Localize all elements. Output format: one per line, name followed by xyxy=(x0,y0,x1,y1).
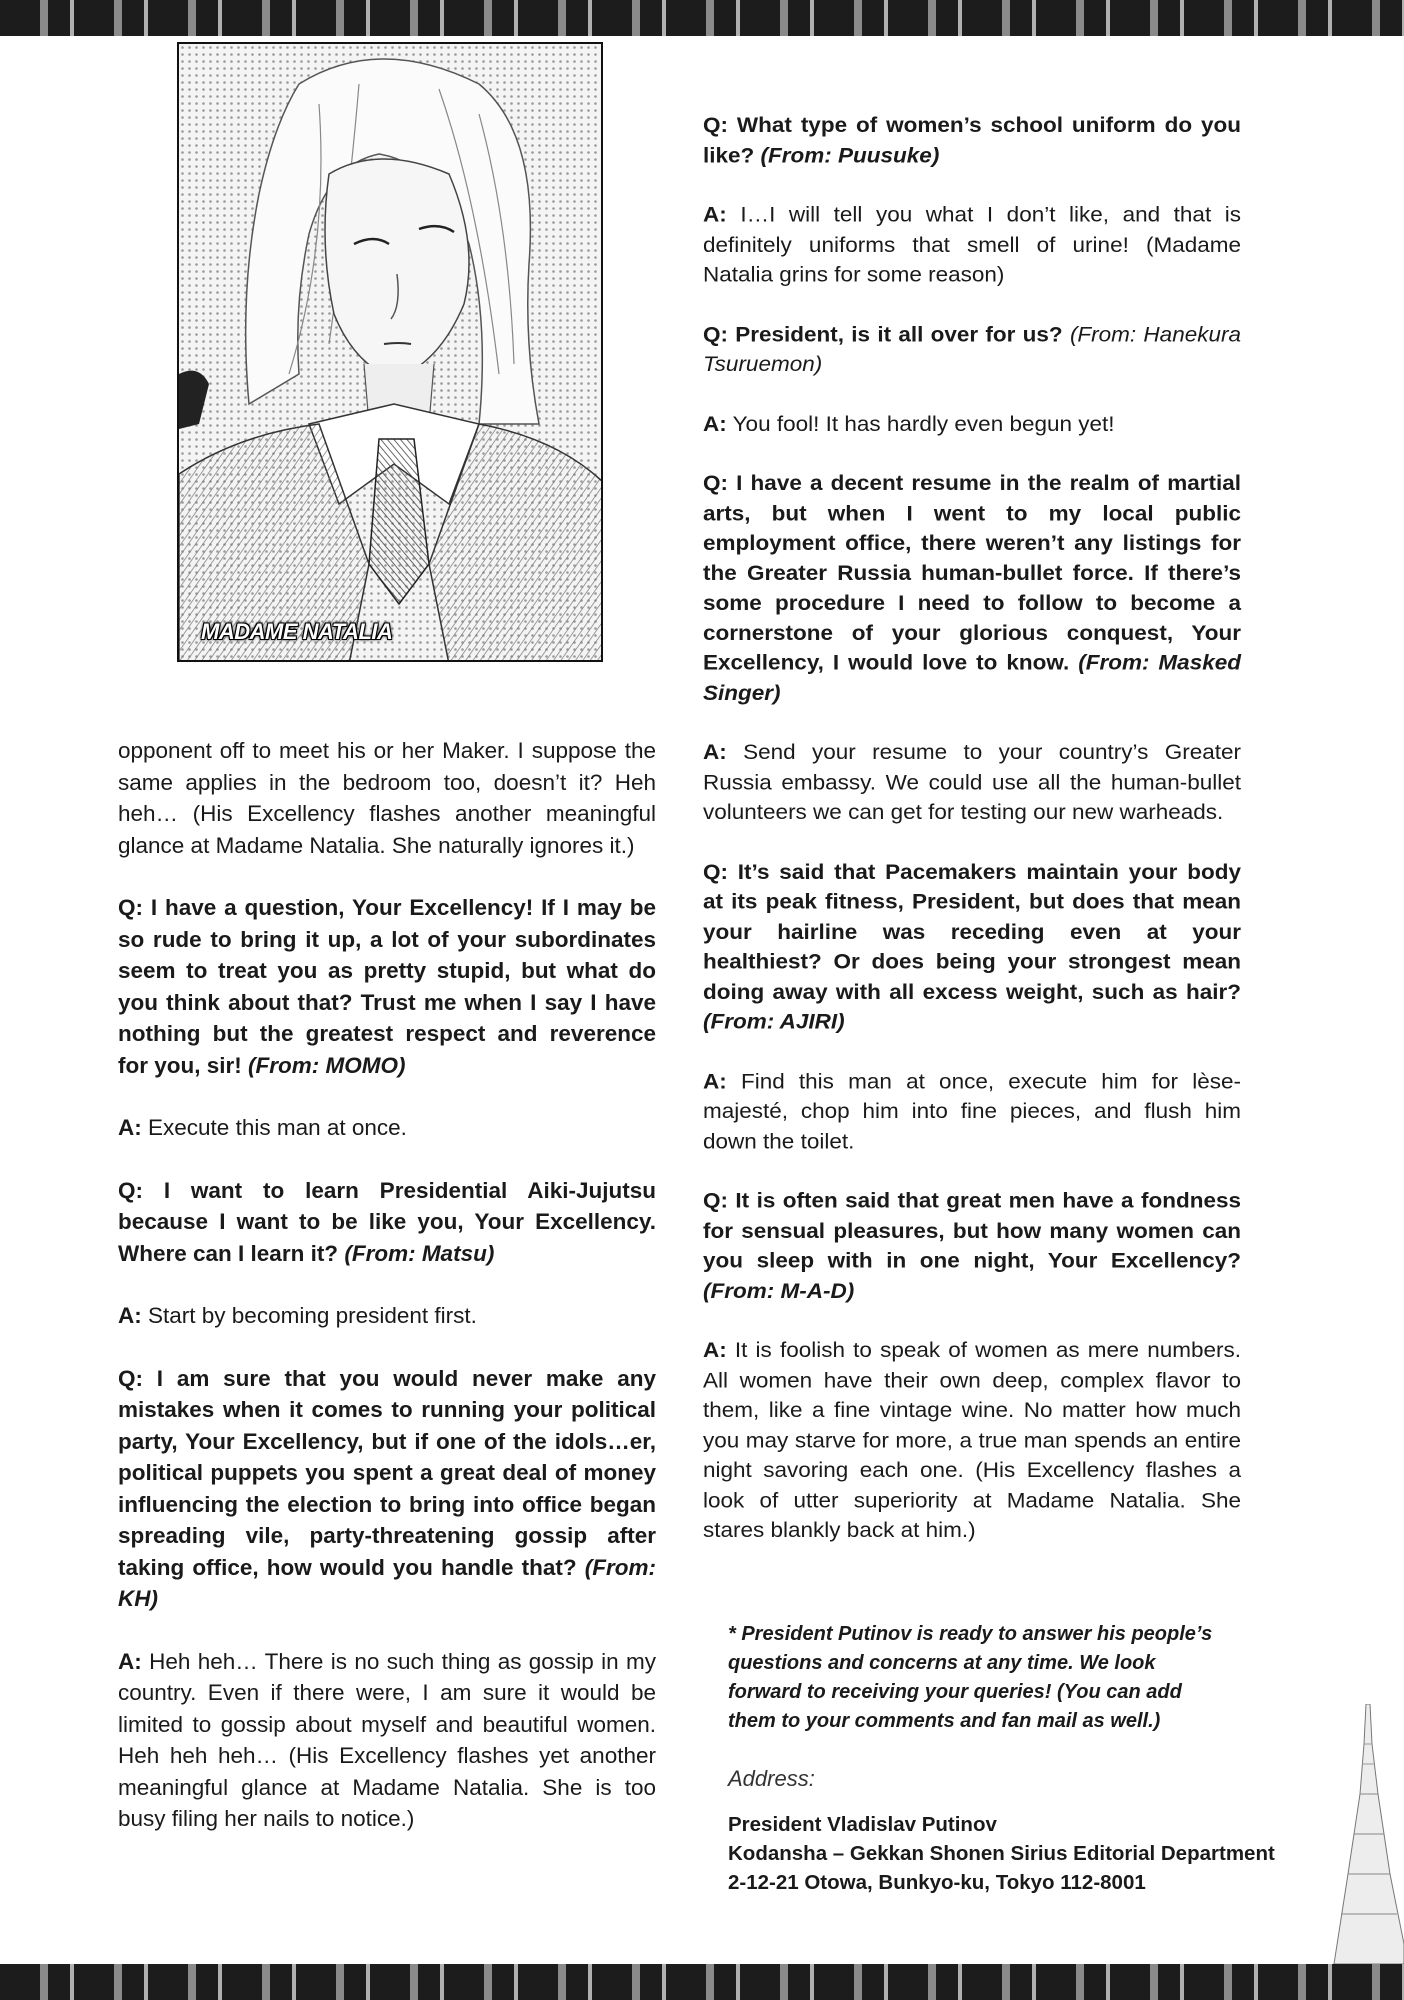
bottom-border-pattern xyxy=(0,1964,1404,2000)
tower-illustration xyxy=(1314,1704,1404,1964)
answer: A: Send your resume to your country’s Greater Russia embassy. We could use all the human-bullet volunteers we can get for testing our new warheads. xyxy=(703,740,1241,824)
left-column xyxy=(118,735,656,1866)
question-source: (From: Puusuke) xyxy=(760,142,940,167)
question: Q: President, is it all over for us? (From: Hanekura Tsuruemon) xyxy=(703,321,1241,376)
question: Q: What type of women’s school uniform do you like? (From: Puusuke) xyxy=(703,112,1241,167)
right-column xyxy=(703,110,1241,1575)
answer: A: You fool! It has hardly even begun yet! xyxy=(703,411,1115,436)
question: Q: I have a question, Your Excellency! If I may be so rude to bring it up, a lot of your subordinates seem to treat you as pretty stupid, but what do you think about that? Trust me when I say I have nothing but the greatest respect and reverence for you, sir! (From: MOMO) xyxy=(118,895,656,1078)
question-source: (From: KH) xyxy=(118,1554,656,1611)
question: Q: I am sure that you would never make any mistakes when it comes to running your political party, Your Excellency, but if one of the idols…er, political puppets you spent a great deal of money influencing the election to bring into office began spreading vile, party-threatening gossip after taking office, how would you handle that? (From: KH) xyxy=(118,1365,656,1611)
continued-text: opponent off to meet his or her Maker. I suppose the same applies in the bedroom too, doesn’t it? Heh heh… (His Excellency flashes another meaningful glance at Madame Natalia. She naturally ignores it.) xyxy=(118,738,656,858)
question: Q: I want to learn Presidential Aiki-Jujutsu because I want to be like you, Your Excellency. Where can I learn it? (From: Matsu) xyxy=(118,1177,656,1266)
top-border-pattern xyxy=(0,0,1404,36)
address-line: President Vladislav Putinov xyxy=(728,1813,997,1836)
address-line: 2-12-21 Otowa, Bunkyo-ku, Tokyo 112-8001 xyxy=(728,1871,1146,1894)
answer: A: I…I will tell you what I don’t like, and that is definitely uniforms that smell of urine! (Madame Natalia grins for some reason) xyxy=(703,202,1241,287)
question-source: (From: M-A-D) xyxy=(703,1278,855,1303)
address-label: Address: xyxy=(728,1766,815,1791)
question-source: (From: AJIRI) xyxy=(703,1009,845,1034)
qa-item xyxy=(118,1363,656,1615)
qa-item xyxy=(118,1175,656,1270)
submission-note: * President Putinov is ready to answer his people’s questions and concerns at any time. We look forward to receiving your queries! (You can add them to your comments and fan mail as well.) xyxy=(728,1623,1213,1732)
question: Q: It’s said that Pacemakers maintain your body at its peak fitness, President, but does that mean your hairline was receding even at your healthiest? Or does being your strongest mean doing away with all excess weight, such as hair? (From: AJIRI) xyxy=(703,859,1241,1034)
answer: A: It is foolish to speak of women as mere numbers. All women have their own deep, complex flavor to them, like a fine vintage wine. No matter how much you may starve for more, a true man spends an entire night savoring each one. (His Excellency flashes a look of utter superiority at Madame Natalia. She stares blankly back at him.) xyxy=(703,1337,1241,1542)
madame-natalia-illustration xyxy=(179,44,603,662)
portrait-illustration xyxy=(177,42,603,662)
qa-item xyxy=(703,110,1241,170)
question-source: (From: Hanekura Tsuruemon) xyxy=(703,321,1241,376)
answer: A: Find this man at once, execute him for lèse-majesté, chop him into fine pieces, and flush him down the toilet. xyxy=(703,1069,1241,1153)
answer: A: Start by becoming president first. xyxy=(118,1303,477,1328)
answer: A: Execute this man at once. xyxy=(118,1115,407,1140)
qa-item xyxy=(703,857,1241,1037)
address-line: Kodansha – Gekkan Shonen Sirius Editorial Department xyxy=(728,1842,1275,1865)
portrait-caption: MADAME NATALIA xyxy=(201,619,393,644)
question: Q: I have a decent resume in the realm of martial arts, but when I went to my local public employment office, there weren’t any listings for the Greater Russia human-bullet force. If there’s some procedure I need to follow to become a cornerstone of your glorious conquest, Your Excellency, I would love to know. (From: Masked Singer) xyxy=(703,470,1241,705)
question-source: (From: Matsu) xyxy=(344,1240,495,1266)
answer: A: Heh heh… There is no such thing as gossip in my country. Even if there were, I am sure it would be limited to gossip about myself and beautiful women. Heh heh heh… (His Excellency flashes yet another meaningful glance at Madame Natalia. She is too busy filing her nails to notice.) xyxy=(118,1648,656,1831)
question-source: (From: MOMO) xyxy=(248,1052,406,1078)
question-source: (From: Masked Singer) xyxy=(703,650,1241,705)
address-block xyxy=(728,1810,1288,1897)
qa-item xyxy=(703,1186,1241,1306)
question: Q: It is often said that great men have a fondness for sensual pleasures, but how many women can you sleep with in one night, Your Excellency? (From: M-A-D) xyxy=(703,1188,1241,1303)
qa-item xyxy=(703,468,1241,708)
qa-item xyxy=(118,892,656,1081)
qa-item xyxy=(703,319,1241,379)
